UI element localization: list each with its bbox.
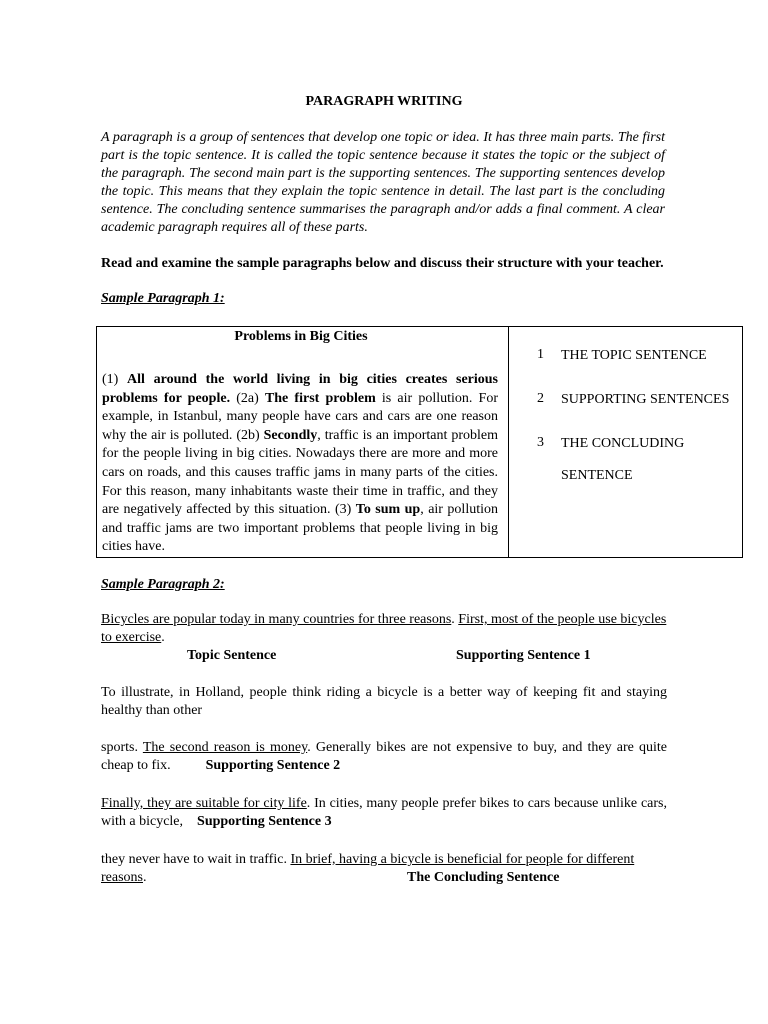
sample1-parts-cell [509,327,742,557]
sample2-line-2: To illustrate, in Holland, people think riding a bicycle is a better way of keeping fit and staying healthy than other [101,685,667,718]
topic-sentence: Bicycles are popular today in many countries for three reasons [101,612,452,627]
period: . [161,630,165,645]
marker-1: (1) [102,372,128,387]
sample1-paragraph-body [102,371,498,557]
part-label: THE CONCLUDING SENTENCE [561,436,685,483]
intro-paragraph: A paragraph is a group of sentences that develop one topic or idea. It has three main parts. The first part is the topic sentence. It is called the topic sentence because it states the topic or the subject of the paragraph. The second main part is the supporting sentences. The supporting sentences develop the topic. This means that they explain the topic sentence in detail. The last part is the concluding sentence. The concluding sentence summarises the paragraph and/or adds a final comment. A clear academic paragraph requires all of these parts. [101,130,665,235]
period: . [143,870,147,885]
supporting-sentence-3-label: Supporting Sentence 3 [197,814,332,829]
part-label: THE TOPIC SENTENCE [561,348,707,363]
supporting-sentence-2: The second reason is money [142,740,308,755]
text-cities: . In cities, many people prefer bikes to cars because unlike cars, with a bicycle, [101,796,667,829]
sample1-heading: Sample Paragraph 1: [101,291,225,306]
sample2-heading: Sample Paragraph 2: [101,577,225,592]
part-number: 1 [537,347,544,362]
separator: . [451,612,459,627]
text-sports: sports. [101,740,143,755]
to-sum-up-bold: To sum up [355,502,421,518]
supporting-sentence-1: First, most of the people use bicycles to exercise [101,612,667,645]
topic-sentence-bold: All around the world living in big cities creates serious problems for people. [102,372,498,406]
instruction-text: Read and examine the sample paragraphs below and discuss their structure with your teacher. [101,256,664,271]
part-number: 2 [537,391,544,406]
concluding-sentence-label: The Concluding Sentence [407,870,560,885]
body-text-2b: , traffic is an important problem for the people living in big cities. Nowadays there are more and more cars on roads, and this causes traffic jams in many parts of the cities. For this reason, many inhabitants waste their time in traffic, and they are negatively affected by this situation. (3) [102,427,498,518]
marker-2a: (2a) [230,390,265,406]
text-cheap: . Generally bikes are not expensive to buy, and they are quite cheap to fix. [101,740,667,773]
sample1-paragraph-cell [97,327,509,557]
supporting-sentence-3: Finally, they are suitable for city life [101,796,307,811]
part-number: 3 [537,435,544,450]
sample1-paragraph-title: Problems in Big Cities [234,329,368,344]
sample2-line-5 [101,851,681,887]
first-problem-bold: The first problem [264,390,376,406]
topic-sentence-label: Topic Sentence [187,648,277,663]
concluding-sentence: In brief, having a bicycle is beneficial for people for different reasons [101,852,635,885]
text-traffic: they never have to wait in traffic. [101,852,291,867]
body-text-3: , air pollution and traffic jams are two important problems that people living in big cities have. [102,502,498,555]
supporting-sentence-1-label: Supporting Sentence 1 [456,648,591,663]
sample2-line-3 [101,739,667,775]
body-text-2a: is air pollution. For example, in Istanbul, many people have cars and cars are one reason why the air is polluted. (2b) [102,390,498,443]
sample2-line-4 [101,795,667,831]
sample2-line-1 [101,611,675,647]
part-label: SUPPORTING SENTENCES [561,392,730,407]
page-title: PARAGRAPH WRITING [305,94,463,109]
sample1-table [96,326,743,558]
supporting-sentence-2-label: Supporting Sentence 2 [205,758,341,773]
secondly-bold: Secondly [263,427,318,443]
